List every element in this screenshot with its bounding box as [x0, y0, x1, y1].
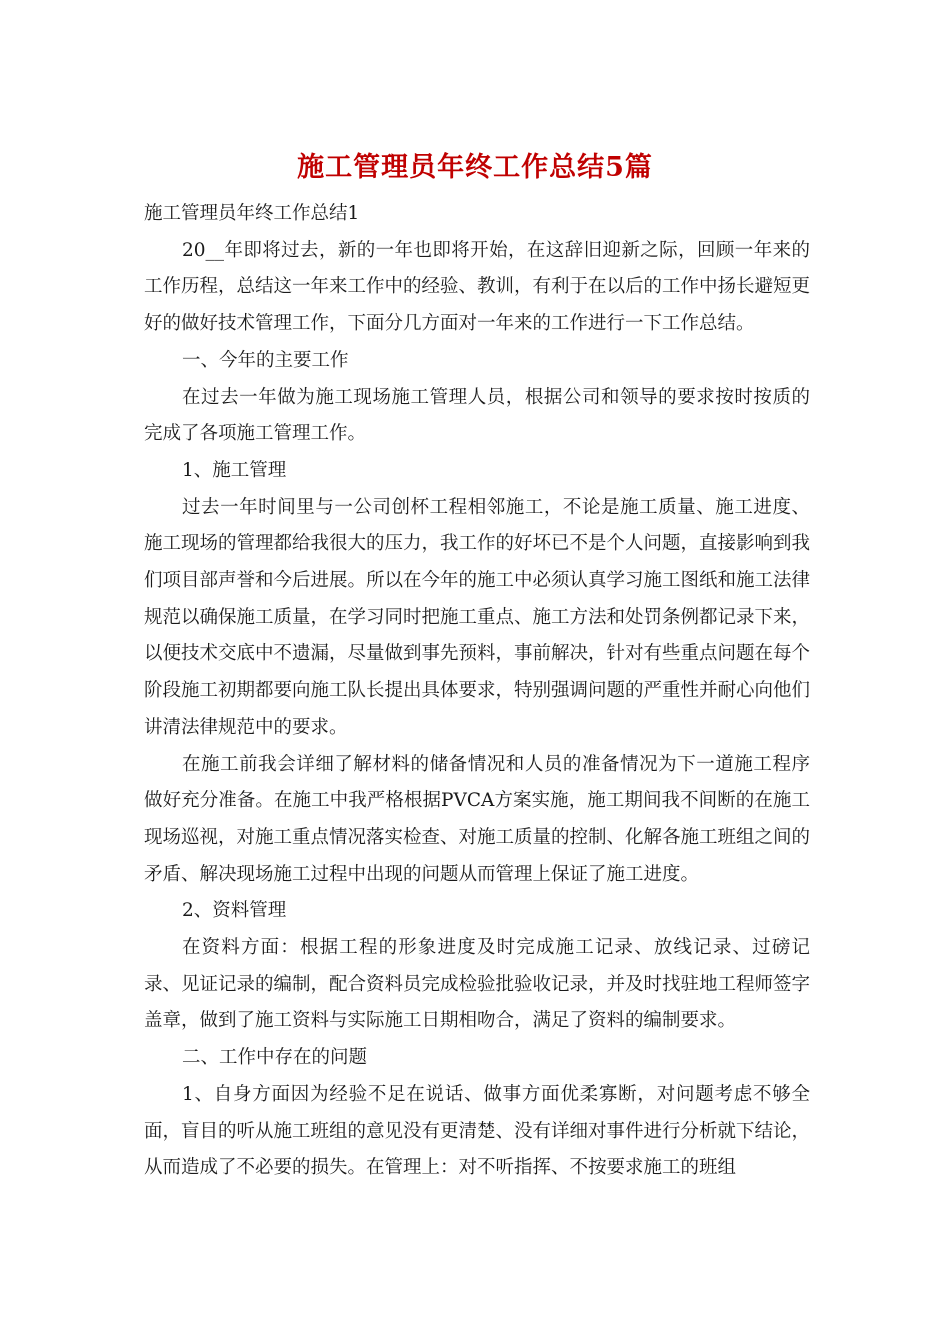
paragraph: 在过去一年做为施工现场施工管理人员，根据公司和领导的要求按时按质的完成了各项施工管理工作。	[144, 386, 810, 445]
paragraph: 20__年即将过去，新的一年也即将开始，在这辞旧迎新之际，回顾一年来的工作历程，总结这一年来工作中的经验、教训，有利于在以后的工作中扬长避短更好的做好技术管理工作，下面分几方面对一年来的工作进行一下工作总结。	[144, 239, 811, 335]
document-body	[144, 196, 810, 1187]
section-heading: 施工管理员年终工作总结1	[144, 203, 360, 224]
paragraph: 2、资料管理	[182, 900, 287, 922]
paragraph: 1、自身方面因为经验不足在说话、做事方面优柔寡断，对问题考虑不够全面，盲目的听从施工班组的意见没有更清楚、没有详细对事件进行分析就下结论，从而造成了不必要的损失。在管理上：对不听指挥、不按要求施工的班组	[144, 1083, 811, 1179]
document-title: 施工管理员年终工作总结5篇	[297, 152, 653, 183]
paragraph: 过去一年时间里与一公司创杯工程相邻施工，不论是施工质量、施工进度、施工现场的管理都给我很大的压力，我工作的好坏已不是个人问题，直接影响到我们项目部声誉和今后进展。所以在今年的施工中必须认真学习施工图纸和施工法律规范以确保施工质量，在学习同时把施工重点、施工方法和处罚条例都记录下来，以便技术交底中不遗漏，尽量做到事先预料，事前解决，针对有些重点问题在每个阶段施工初期都要向施工队长提出具体要求，特别强调问题的严重性并耐心向他们讲清法律规范中的要求。	[144, 496, 811, 738]
paragraph: 在施工前我会详细了解材料的储备情况和人员的准备情况为下一道施工程序做好充分准备。在施工中我严格根据PVCA方案实施，施工期间我不间断的在施工现场巡视，对施工重点情况落实检查、对施工质量的控制、化解各施工班组之间的矛盾、解决现场施工过程中出现的问题从而管理上保证了施工进度。	[144, 753, 811, 885]
paragraph: 1、施工管理	[182, 459, 287, 481]
paragraph: 二、工作中存在的问题	[182, 1047, 368, 1069]
paragraph: 一、今年的主要工作	[182, 349, 349, 371]
paragraph: 在资料方面：根据工程的形象进度及时完成施工记录、放线记录、过磅记录、见证记录的编制，配合资料员完成检验批验收记录，并及时找驻地工程师签字盖章，做到了施工资料与实际施工日期相吻合，满足了资料的编制要求。	[144, 937, 811, 1032]
